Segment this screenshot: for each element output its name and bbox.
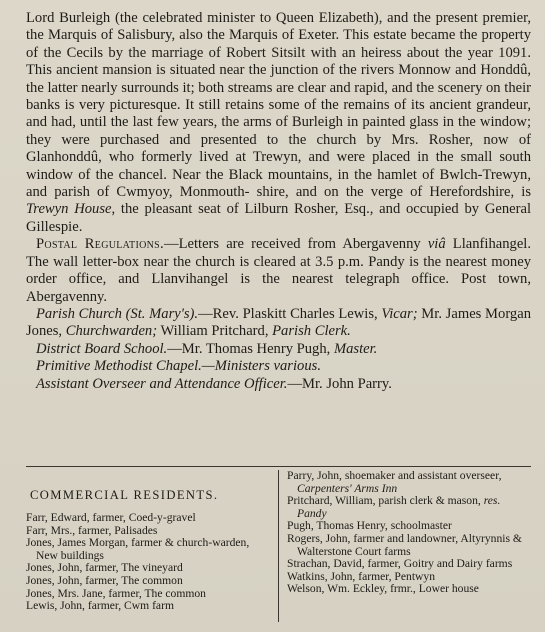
postal-label: Postal Regulations. (36, 236, 164, 253)
school-entry (26, 341, 531, 358)
intro-line: the arms of Burleigh in painted glass in the window; they were (26, 114, 531, 148)
church-role: Vicar; (381, 305, 418, 322)
intro-line: Gillespie. (26, 218, 83, 235)
residents-right-column (279, 470, 531, 632)
intro-line: Sitsilt with an heiress about the year 1091. This ancient mansion is (26, 44, 531, 79)
resident-entry: Pugh, Thomas Henry, schoolmaster (287, 519, 452, 533)
intro-paragraph (26, 10, 531, 236)
section-divider (26, 466, 531, 467)
resident-entry (287, 470, 531, 495)
church-entry (26, 306, 531, 341)
church-text: Mr. James Morgan Jones, (26, 305, 531, 340)
resident-entry: Lewis, John, farmer, Cwm farm (26, 599, 174, 613)
resident-text: Pritchard, William, parish clerk & mason, (287, 494, 484, 508)
resident-entry: Watkins, John, farmer, Pentwyn (287, 569, 436, 583)
overseer-entry (26, 376, 531, 393)
intro-line: the hamlet of Bwlch-Trewyn, and parish of Cwmyoy, Monmouth- (26, 166, 531, 201)
postal-text: —Letters are received from Abergavenny (163, 236, 421, 253)
resident-entry: Welson, Wm. Eckley, frmr., Lower house (287, 582, 479, 596)
intro-line: purchased and presented to the church by Mrs. Rosher, now of (99, 131, 531, 148)
postal-via: viâ (427, 236, 446, 253)
intro-line: latter nearly surrounds it; both streams are clear and rapid, and the (47, 79, 435, 96)
church-text: William Pritchard, (157, 323, 273, 340)
resident-entry: Jones, John, farmer, The vineyard (26, 561, 183, 575)
residents-columns (26, 470, 531, 632)
postal-text: Llanfihangel. The wall letter-box near the church is cleared at (26, 236, 531, 270)
postal-text: is the nearest telegraph office. Post town, Abergavenny. (26, 271, 531, 305)
intro-line: the remains of its ancient grandeur, and had, until the last few years, (26, 97, 531, 131)
intro-line: situated near the junction of the rivers Monnow and Honddû, the (26, 62, 532, 96)
resident-entry: Strachan, David, farmer, Goitry and Dairy farms (287, 557, 513, 571)
intro-line: present premier, the Marquis of Salisbury, also the Marquis of Exeter. (26, 10, 532, 44)
intro-line: Glanhonddû, who formerly lived at Trewyn, and were placed in the (26, 149, 454, 166)
school-role: Master. (333, 340, 378, 357)
postal-text: 3.5 p.m. Pandy is the nearest money order office, and Llanvihangel (26, 253, 531, 288)
church-name: Parish Church (St. Mary's). (36, 305, 199, 322)
chapel-name: Primitive Methodist Chapel.—Ministers various. (36, 358, 321, 375)
residents-heading: COMMERCIAL RESIDENTS. (30, 488, 219, 502)
intro-line: small south window of the chancel. Near the Black mountains, in (26, 149, 531, 183)
resident-entry: Farr, Mrs., farmer, Palisades (26, 523, 158, 537)
school-name: District Board School. (36, 340, 168, 357)
postal-paragraph (26, 236, 531, 306)
resident-entry: Jones, James Morgan, farmer & church-warden, New buildings (26, 536, 250, 562)
intro-line: scenery on their banks is very picturesque. It still retains some of (26, 79, 532, 114)
church-role: Parish (272, 323, 312, 340)
intro-line: This estate became the property of the Cecils by the marriage of Robert (26, 27, 531, 61)
resident-text: Parry, John, shoemaker and assistant overseer, (287, 469, 502, 482)
overseer-name: Assistant Overseer and Attendance Officer. (36, 375, 288, 392)
resident-place: Carpenters' Arms Inn (297, 481, 398, 495)
resident-entry: Rogers, John, farmer and landowner, Altyrynnis & Walterstone Court farms (287, 531, 522, 558)
intro-line: pleasant seat of Lilburn Rosher, Esq., and occupied by General (144, 201, 531, 218)
school-text: —Mr. Thomas Henry Pugh, (167, 340, 334, 357)
intro-line: , the (111, 201, 139, 218)
resident-entry: Jones, Mrs. Jane, farmer, The common (26, 586, 206, 600)
resident-entry: Jones, John, farmer, The common (26, 573, 183, 587)
resident-entry: Farr, Edward, farmer, Coed-y-gravel (26, 511, 196, 524)
church-text: —Rev. Plaskitt Charles Lewis, (198, 305, 382, 322)
resident-entry (287, 495, 531, 520)
residents-left-column (26, 470, 278, 632)
resident-place: res. Pandy (297, 494, 501, 520)
overseer-text: —Mr. John Parry. (287, 375, 392, 392)
intro-line: Lord Burleigh (the celebrated minister to Queen Elizabeth), and the (26, 10, 431, 26)
intro-line: shire, and on the verge of Herefordshire, is (256, 184, 531, 201)
trewyn-house-name: Trewyn House (26, 201, 112, 218)
church-role: Churchwarden; (65, 323, 158, 340)
chapel-entry (26, 358, 531, 375)
church-role: Clerk. (314, 323, 351, 340)
